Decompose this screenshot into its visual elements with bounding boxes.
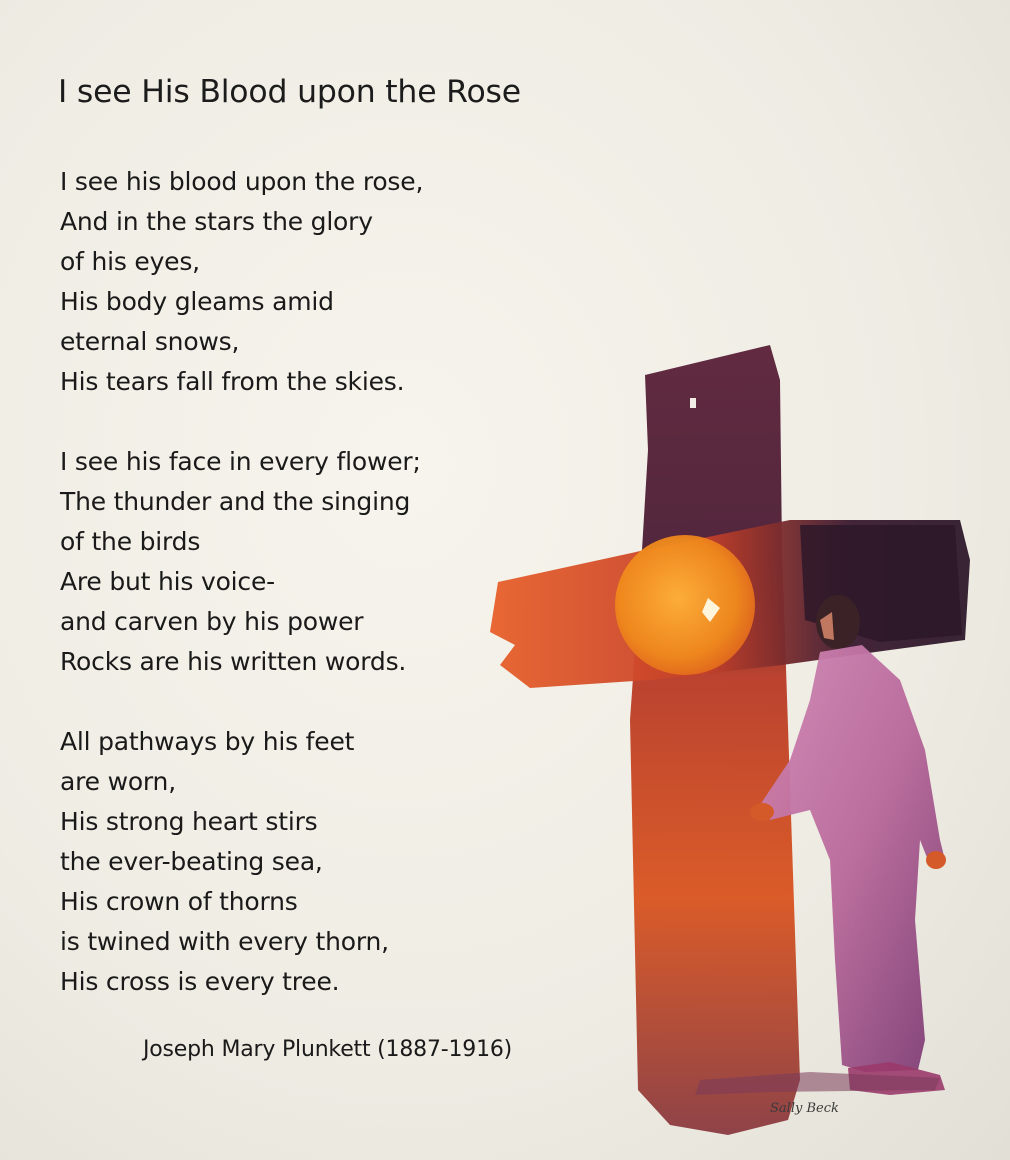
stanza-2 (60, 442, 423, 682)
poem-line: of the birds (60, 527, 201, 556)
poem-line: is twined with every thorn, (60, 927, 389, 956)
poem-line: Are but his voice- (60, 567, 275, 596)
cross-vertical-beam (630, 345, 800, 1135)
poem-line: His crown of thorns (60, 887, 298, 916)
poem-line: are worn, (60, 767, 176, 796)
poem-line: The thunder and the singing (60, 487, 411, 516)
poem-line: And in the stars the glory (60, 207, 373, 236)
cross-highlight (690, 398, 696, 408)
figure-hand-left (750, 803, 774, 821)
poem-line: the ever-beating sea, (60, 847, 323, 876)
poem-line: eternal snows, (60, 327, 240, 356)
poem-line: of his eyes, (60, 247, 200, 276)
poem-line: His strong heart stirs (60, 807, 318, 836)
poem-line: I see his face in every flower; (60, 447, 421, 476)
figure-hand-right (926, 851, 946, 869)
poem-body (60, 162, 423, 1042)
poem-line: All pathways by his feet (60, 727, 355, 756)
poem-line: His tears fall from the skies. (60, 367, 405, 396)
poem-author: Joseph Mary Plunkett (1887-1916) (143, 1037, 513, 1062)
cross-illustration (470, 320, 990, 1140)
poem-line: His body gleams amid (60, 287, 334, 316)
artist-signature: Sally Beck (770, 1101, 839, 1116)
sun-shape (615, 535, 755, 675)
stanza-1 (60, 162, 423, 402)
poem-title: I see His Blood upon the Rose (58, 74, 521, 110)
stanza-3 (60, 722, 423, 1002)
poem-line: and carven by his power (60, 607, 364, 636)
poem-line: I see his blood upon the rose, (60, 167, 424, 196)
poem-line: His cross is every tree. (60, 967, 340, 996)
poem-line: Rocks are his written words. (60, 647, 407, 676)
